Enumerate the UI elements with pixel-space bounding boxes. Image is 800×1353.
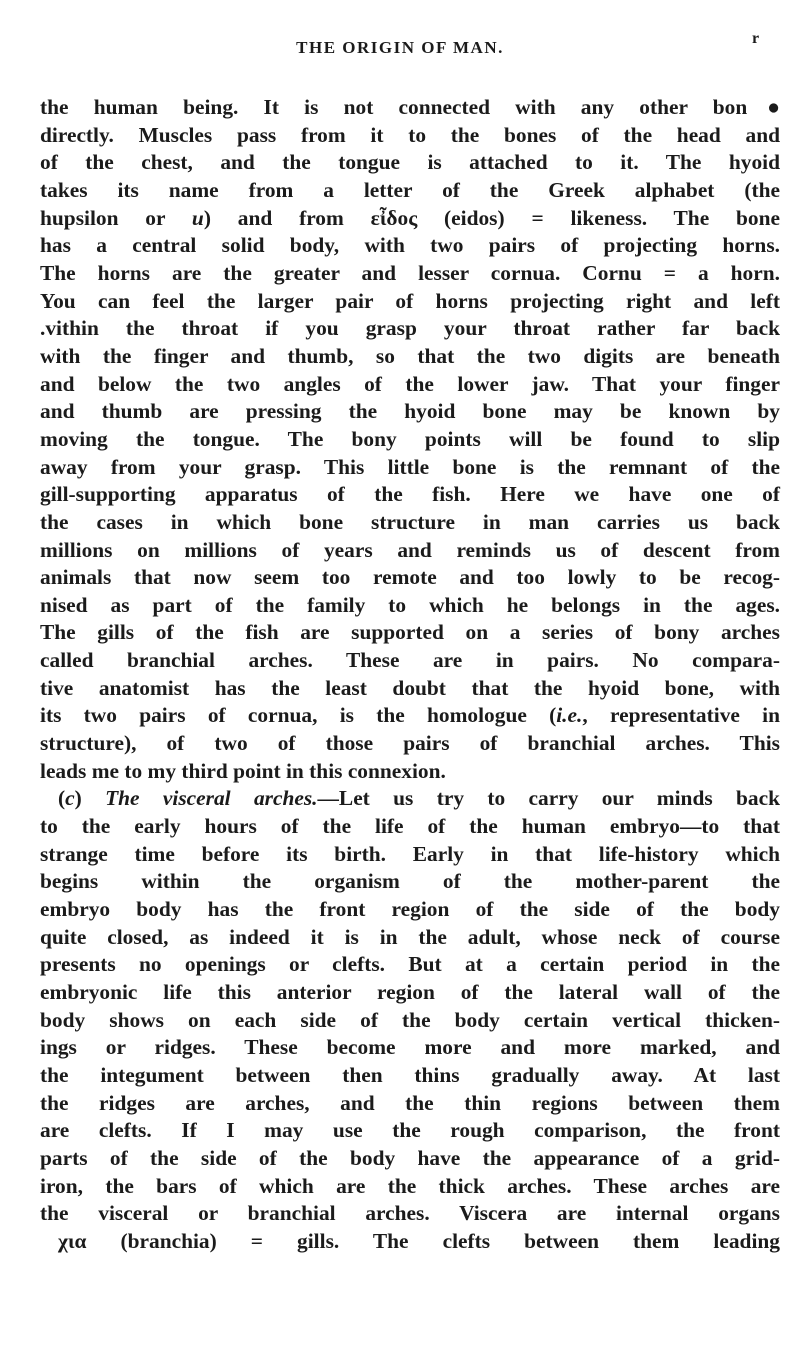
text-run: iron, the bars of which are the thick arches. These arches are: [40, 1173, 780, 1198]
italic-text: u: [191, 205, 204, 230]
text-line: [40, 481, 780, 509]
text-line: [40, 122, 780, 150]
text-run: called branchial arches. These are in pairs. No compara-: [40, 648, 780, 673]
text-line: [40, 1173, 780, 1201]
text-run: , representative in: [582, 703, 780, 728]
text-run: structure), of two of those pairs of branchial arches. This: [40, 731, 780, 756]
text-run: the ridges are arches, and the thin regions between them: [40, 1090, 780, 1115]
text-line: [40, 371, 780, 399]
text-line: [40, 592, 780, 620]
text-line: [40, 868, 780, 896]
text-line: [40, 1007, 780, 1035]
text-line: [40, 675, 780, 703]
text-run: takes its name from a letter of the Greek alphabet (the: [40, 177, 780, 202]
text-run: gill-supporting apparatus of the fish. Here we have one of: [40, 482, 780, 507]
text-line: [40, 398, 780, 426]
text-line: [40, 841, 780, 869]
text-run: parts of the side of the body have the appearance of a grid-: [40, 1145, 780, 1170]
text-line: [40, 426, 780, 454]
text-line: [40, 647, 780, 675]
page-mark: r: [752, 30, 760, 47]
text-line: [40, 758, 780, 786]
text-line: [40, 1145, 780, 1173]
text-line: [40, 1228, 780, 1256]
italic-text: The visceral arches.: [105, 786, 318, 811]
text-line: [40, 785, 780, 813]
text-line: [40, 343, 780, 371]
text-run: millions on millions of years and reminds us of descent from: [40, 537, 780, 562]
text-run: directly. Muscles pass from it to the bones of the head and: [40, 122, 780, 147]
text-run: of the chest, and the tongue is attached to it. The hyoid: [40, 150, 780, 175]
text-run: are clefts. If I may use the rough comparison, the front: [40, 1118, 780, 1143]
text-run: the cases in which bone structure in man carries us back: [40, 509, 780, 534]
text-line: [40, 730, 780, 758]
text-run: animals that now seem too remote and too lowly to be recog-: [40, 565, 780, 590]
text-line: [40, 619, 780, 647]
text-run: nised as part of the family to which he belongs in the ages.: [40, 592, 780, 617]
text-line: [40, 205, 780, 233]
text-run: has a central solid body, with two pairs of projecting horns.: [40, 233, 780, 258]
text-line: [40, 564, 780, 592]
text-run: hupsilon or: [40, 205, 192, 230]
text-run: presents no openings or clefts. But at a certain period in the: [40, 952, 780, 977]
text-line: [40, 813, 780, 841]
text-run: —Let us try to carry our minds back: [317, 786, 780, 811]
text-run: ) and from εἶδος (eidos) = likeness. The bone: [203, 205, 780, 230]
text-run: The gills of the fish are supported on a series of bony arches: [40, 620, 780, 645]
text-run: and below the two angles of the lower jaw. That your finger: [40, 371, 780, 396]
text-run: ings or ridges. These become more and more marked, and: [40, 1035, 780, 1060]
text-run: quite closed, as indeed it is in the adult, whose neck of course: [40, 924, 780, 949]
text-run: away from your grasp. This little bone is the remnant of the: [40, 454, 780, 479]
text-line: [40, 509, 780, 537]
text-line: [40, 94, 780, 122]
text-run: with the finger and thumb, so that the two digits are beneath: [40, 343, 780, 368]
text-run: .vithin the throat if you grasp your throat rather far back: [40, 316, 780, 341]
text-run: strange time before its birth. Early in that life-history which: [40, 841, 780, 866]
italic-text: i.e.: [556, 703, 583, 728]
text-run: the human being. It is not connected with any other bon●: [40, 95, 780, 119]
text-run: and thumb are pressing the hyoid bone may be known by: [40, 399, 780, 424]
text-run: χια (branchia) = gills. The clefts between them leading: [58, 1228, 780, 1253]
text-run: moving the tongue. The bony points will be found to slip: [40, 426, 780, 451]
text-run: leads me to my third point in this connexion.: [40, 758, 446, 783]
text-run: its two pairs of cornua, is the homologue (: [40, 703, 557, 728]
text-line: [40, 315, 780, 343]
text-run: body shows on each side of the body certain vertical thicken-: [40, 1007, 780, 1032]
running-title: THE ORIGIN OF MAN.: [296, 38, 504, 57]
text-run: the integument between then thins gradually away. At last: [40, 1062, 780, 1087]
italic-text: c: [65, 786, 75, 811]
text-line: [40, 702, 780, 730]
text-run: You can feel the larger pair of horns projecting right and left: [40, 288, 780, 313]
text-line: [40, 177, 780, 205]
text-line: [40, 1200, 780, 1228]
text-line: [40, 951, 780, 979]
text-run: begins within the organism of the mother-parent the: [40, 869, 780, 894]
text-line: [40, 1090, 780, 1118]
text-line: [40, 537, 780, 565]
text-line: [40, 924, 780, 952]
text-run: embryonic life this anterior region of the lateral wall of the: [40, 980, 780, 1004]
text-line: [40, 288, 780, 316]
text-line: [40, 979, 780, 1007]
text-line: [40, 232, 780, 260]
text-line: [40, 896, 780, 924]
text-run: (: [58, 786, 66, 811]
text-line: [40, 454, 780, 482]
text-run: tive anatomist has the least doubt that the hyoid bone, with: [40, 675, 780, 700]
text-line: [40, 1117, 780, 1145]
text-run: ): [74, 786, 106, 811]
text-line: [40, 1062, 780, 1090]
text-line: [40, 260, 780, 288]
text-run: the visceral or branchial arches. Viscera are internal organs: [40, 1201, 780, 1226]
text-line: [40, 1034, 780, 1062]
text-run: The horns are the greater and lesser cornua. Cornu = a horn.: [40, 260, 780, 285]
body-text: [40, 94, 780, 1256]
text-run: embryo body has the front region of the side of the body: [40, 897, 780, 922]
text-line: [40, 149, 780, 177]
text-run: to the early hours of the life of the human embryo—to that: [40, 814, 780, 839]
